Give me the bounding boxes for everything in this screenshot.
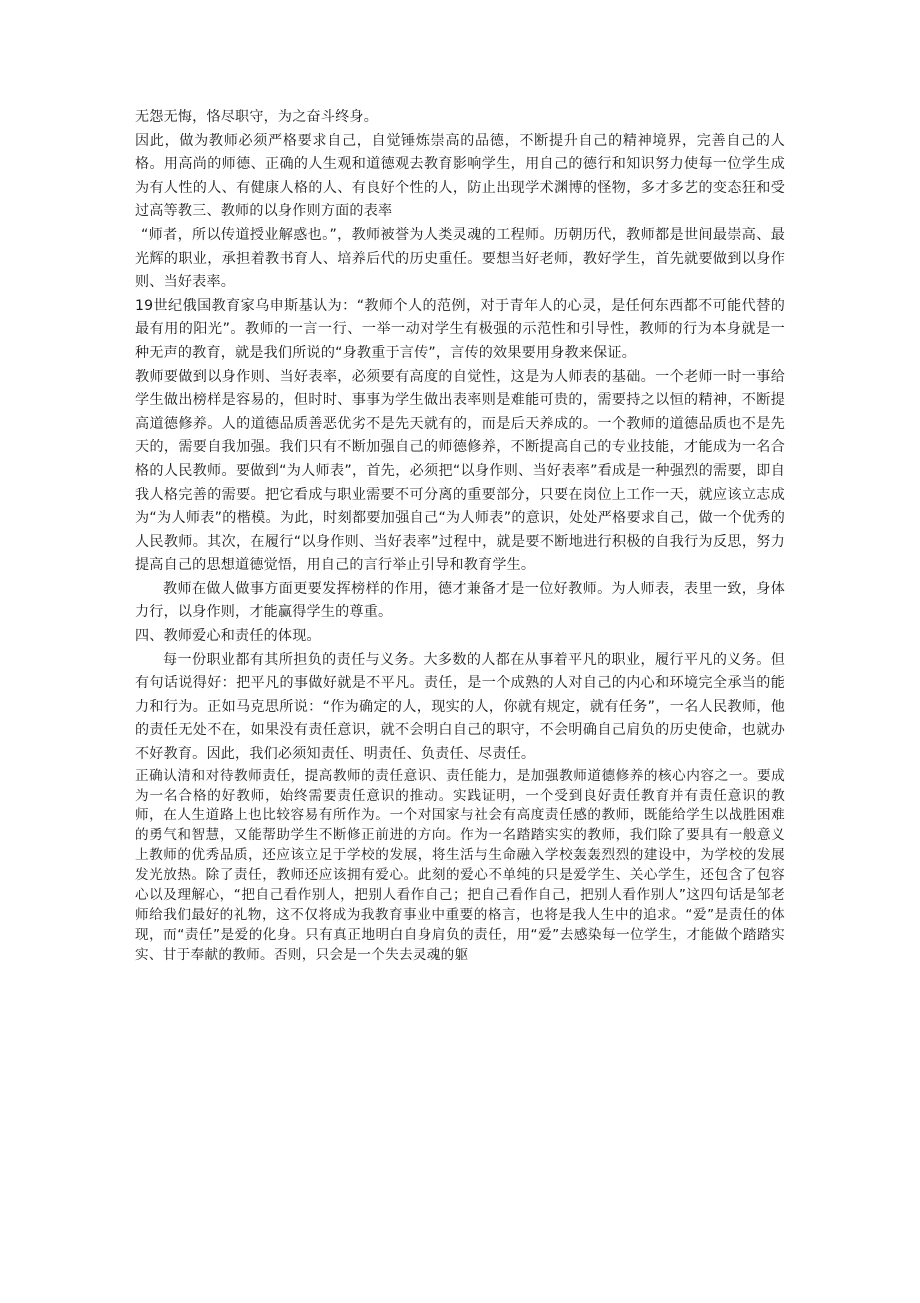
paragraph-1: 无怨无悔，恪尽职守，为之奋斗终身。 bbox=[135, 109, 378, 125]
paragraph-5: 教师要做到以身作则、当好表率，必须要有高度的自觉性，这是为人师表的基础。一个老师一时一事给学生做出榜样是容易的，但时时、事事为学生做出表率则是难能可贵的，需要持之以恒的精神，不断提高道德修养。人的道德品质善恶优劣不是先天就有的，而是后天养成的。一个教师的道德品质也不是先天的，需要自我加强。我们只有不断加强自己的师德修养，不断提高自己的专业技能，才能成为一名合格的人民教师。要做到“为人师表”，首先，必须把“以身作则、当好表率”看成是一种强烈的需要，即自我人格完善的需要。把它看成与职业需要不可分离的重要部分，只要在岗位上工作一天，就应该立志成为“为人师表”的楷模。为此，时刻都要加强自己“为人师表”的意识，处处严格要求自己，做一个优秀的人民教师。其次，在履行“以身作则、当好表率”过程中，就是要不断地进行积极的自我行为反思，努力提高自己的思想道德觉悟，用自己的言行举止引导和教育学生。 bbox=[135, 368, 785, 574]
document-page bbox=[135, 106, 785, 966]
paragraph-6: 教师在做人做事方面更要发挥榜样的作用，德才兼备才是一位好教师。为人师表，表里一致，身体力行，以身作则，才能赢得学生的尊重。 bbox=[135, 580, 785, 621]
paragraph-4: 19世纪俄国教育家乌申斯基认为：“教师个人的范例，对于青年人的心灵，是任何东西都不可能代替的最有用的阳光”。教师的一言一行、一举一动对学生有极强的示范性和引导性，教师的行为本身就是一种无声的教育，就是我们所说的“身教重于言传”，言传的效果要用身教来保证。 bbox=[135, 297, 785, 361]
section-heading: 四、教师爱心和责任的体现。 bbox=[135, 628, 321, 645]
paragraph-7: 每一份职业都有其所担负的责任与义务。大多数的人都在从事着平凡的职业，履行平凡的义务。但有句话说得好：把平凡的事做好就是不平凡。责任，是一个成熟的人对自己的内心和环境完全承当的能力和行为。正如马克思所说：“作为确定的人，现实的人，你就有规定，就有任务”，一名人民教师，他的责任无处不在，如果没有责任意识，就不会明白自己的职守，不会明确自己肩负的历史使命，也就办不好教育。因此，我们必须知责任、明责任、负责任、尽责任。 bbox=[135, 651, 785, 763]
paragraph-3: “师者，所以传道授业解惑也。”，教师被誉为人类灵魂的工程师。历朝历代，教师都是世间最崇高、最光辉的职业，承担着教书育人、培养后代的历史重任。要想当好老师，教好学生，首先就要做到以身作则、当好表率。 bbox=[135, 226, 785, 291]
paragraph-2: 因此，做为教师必须严格要求自己，自觉锤炼崇高的品德，不断提升自己的精神境界，完善自己的人格。用高尚的师德、正确的人生观和道德观去教育影响学生，用自己的德行和知识努力使每一位学生成为有人性的人、有健康人格的人、有良好个性的人，防止出现学术渊博的怪物，多才多艺的变态狂和受过高等教三、教师的以身作则方面的表率 bbox=[135, 132, 785, 220]
paragraph-8: 正确认清和对待教师责任，提高教师的责任意识、责任能力，是加强教师道德修养的核心内容之一。要成为一名合格的好教师，始终需要责任意识的推动。实践证明，一个受到良好责任教育并有责任意识的教师，在人生道路上也比较容易有所作为。一个对国家与社会有高度责任感的教师，既能给学生以战胜困难的勇气和智慧，又能帮助学生不断修正前进的方向。作为一名踏踏实实的教师，我们除了要具有一般意义上教师的优秀品质，还应该立足于学校的发展，将生活与生命融入学校轰轰烈烈的建设中，为学校的发展发光放热。除了责任，教师还应该拥有爱心。此刻的爱心不单纯的只是爱学生、关心学生，还包含了包容心以及理解心，“把自己看作别人，把别人看作自己；把自己看作自己，把别人看作别人”这四句话是邹老师给我们最好的礼物，这不仅将成为我教育事业中重要的格言，也将是我人生中的追求。“爱”是责任的体现，而“责任”是爱的化身。只有真正地明白自身肩负的责任，用“爱”去感染每一位学生，才能做个踏踏实实、甘于奉献的教师。否则，只会是一个失去灵魂的躯 bbox=[135, 767, 785, 963]
